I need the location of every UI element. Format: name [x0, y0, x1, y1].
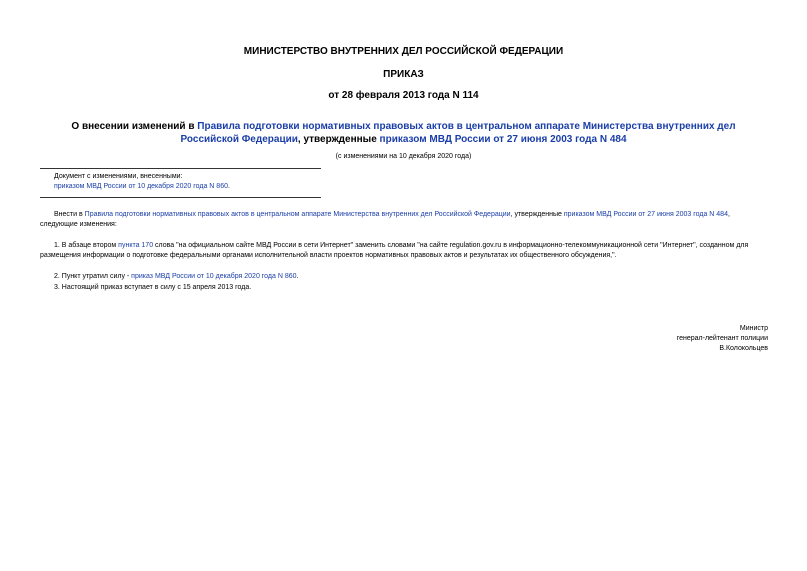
subject-link-rules[interactable]: Правила подготовки нормативных правовых актов в центральном аппарате Министерства внутренних дел Российской Федерации: [180, 121, 736, 145]
changes-box-bottom-rule: [40, 197, 321, 198]
doc-subject: [50, 120, 757, 146]
body-item-3: 3. Настоящий приказ вступает в силу с 15 апреля 2013 года.: [54, 284, 252, 291]
changes-box-label: Документ с изменениями, внесенными:: [54, 173, 183, 180]
intro-prefix: Внести в: [54, 211, 85, 218]
ministry-title: МИНИСТЕРСТВО ВНУТРЕННИХ ДЕЛ РОССИЙСКОЙ ФЕДЕРАЦИИ: [243, 46, 564, 57]
subject-mid: , утвержденные: [297, 134, 380, 145]
item2-suffix: .: [296, 273, 299, 280]
changes-box-top-rule: [40, 168, 321, 169]
changes-box: [54, 172, 230, 192]
intro-suffix: , следующие изменения:: [40, 211, 730, 228]
changes-box-suffix: .: [227, 183, 230, 190]
changes-box-link[interactable]: приказом МВД России от 10 декабря 2020 года N 860: [54, 183, 228, 190]
intro-mid: , утвержденные: [510, 211, 564, 218]
item1-link[interactable]: пункта 170: [118, 242, 154, 249]
revision-note: (с изменениями на 10 декабря 2020 года): [335, 153, 472, 160]
item1-text: слова "на официальном сайте МВД России в сети Интернет" заменить словами "на сайте regulation.gov.ru в информационно-телекоммуникационной сети "Интернет", созданном для размещения информации о подготовке федеральными органами исполнительной власти проектов нормативных правовых актов и результатах их общественного обсуждения,".: [40, 242, 749, 259]
body-item-2: [54, 272, 768, 282]
body-intro: [40, 210, 768, 230]
signature-name: В.Колокольцев: [719, 345, 768, 352]
subject-prefix: О внесении изменений в: [71, 121, 198, 132]
intro-link-rules[interactable]: Правила подготовки нормативных правовых актов в центральном аппарате Министерства внутренних дел Российской Федерации: [84, 211, 511, 218]
intro-link-order-484[interactable]: приказом МВД России от 27 июня 2003 года N 484: [563, 211, 728, 218]
signature-rank: генерал-лейтенант полиции: [676, 335, 768, 342]
signature-position: Министр: [739, 325, 768, 332]
doc-type-title: ПРИКАЗ: [383, 69, 424, 80]
body-item-1: [40, 241, 768, 261]
item1-prefix: 1. В абзаце втором: [54, 242, 119, 249]
item2-link[interactable]: приказ МВД России от 10 декабря 2020 года N 860: [131, 273, 297, 280]
subject-link-order-484[interactable]: приказом МВД России от 27 июня 2003 года N 484: [379, 134, 627, 145]
doc-date: от 28 февраля 2013 года N 114: [328, 90, 479, 101]
item2-prefix: 2. Пункт утратил силу -: [54, 273, 132, 280]
signature-block: [500, 324, 768, 354]
